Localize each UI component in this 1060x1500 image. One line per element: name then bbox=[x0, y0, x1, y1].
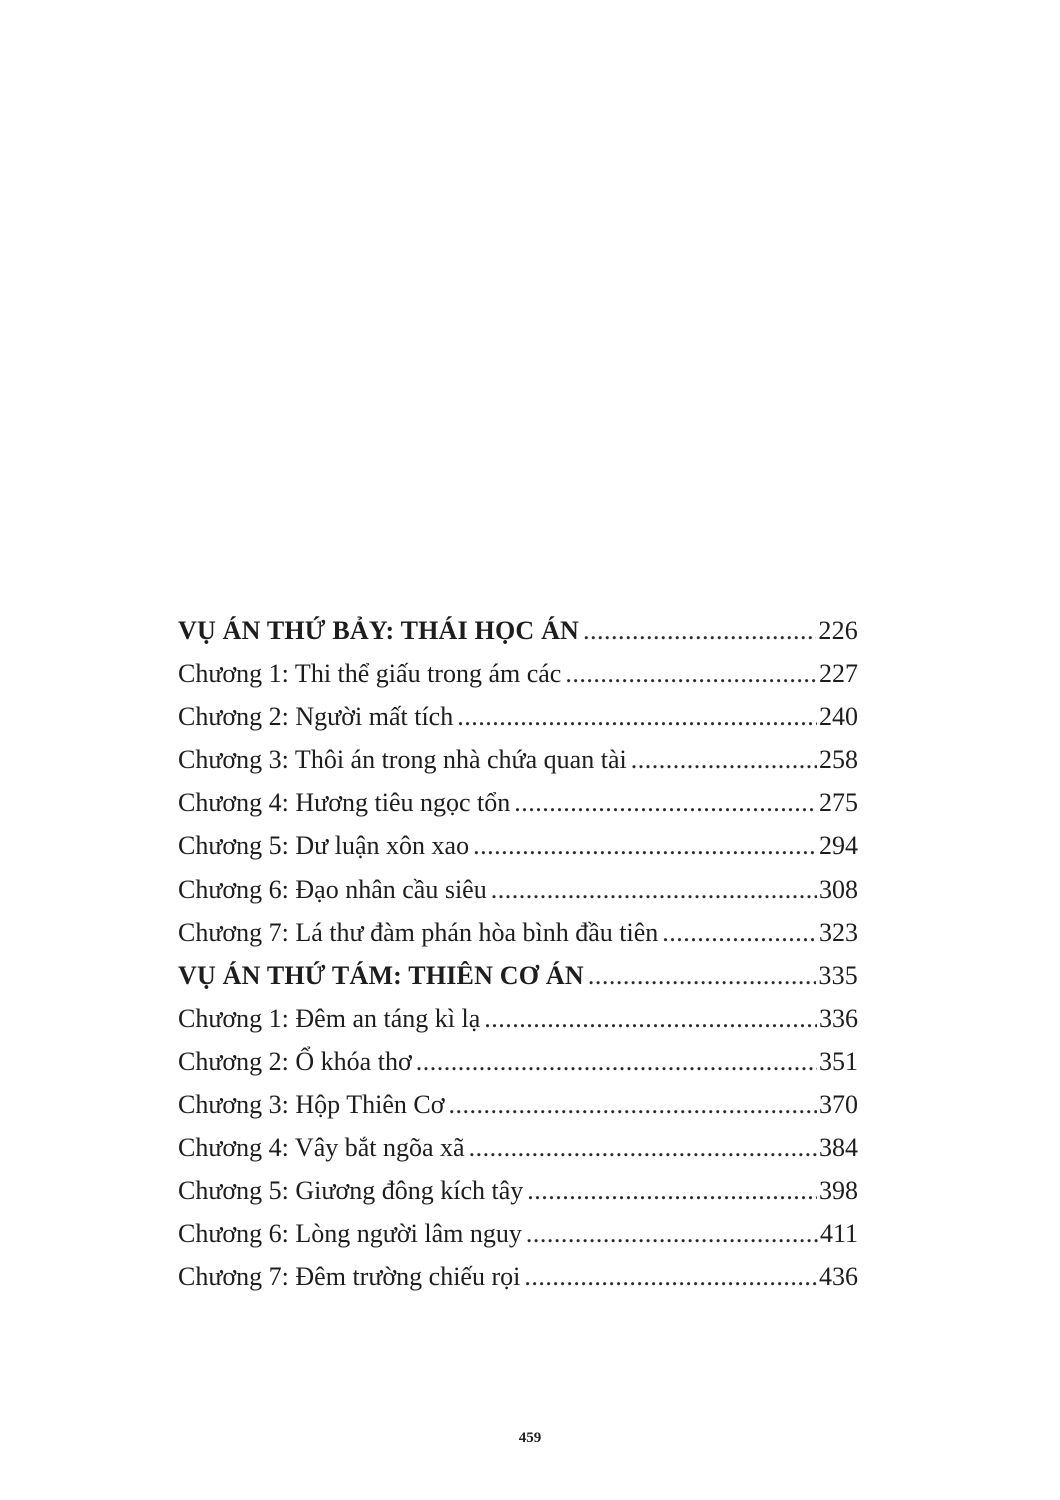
toc-entry-page: 226 bbox=[818, 616, 858, 645]
toc-entry-page: 351 bbox=[819, 1046, 858, 1076]
toc-entry-page: 308 bbox=[819, 874, 858, 904]
toc-leader-dots bbox=[416, 1040, 817, 1083]
toc-entry-title: Chương 3: Hộp Thiên Cơ bbox=[178, 1090, 445, 1120]
toc-chapter-entry bbox=[178, 1212, 858, 1255]
toc-leader-dots bbox=[491, 868, 817, 911]
toc-leader-dots bbox=[565, 652, 817, 695]
toc-entry-page: 436 bbox=[819, 1262, 858, 1292]
toc-entry-page: 275 bbox=[819, 788, 858, 818]
toc-entry-page: 336 bbox=[819, 1003, 858, 1033]
toc-leader-dots bbox=[514, 781, 817, 824]
toc-entry-title: Chương 5: Dư luận xôn xao bbox=[178, 831, 470, 861]
toc-leader-dots bbox=[473, 824, 817, 867]
toc-chapter-entry bbox=[178, 781, 858, 824]
toc-leader-dots bbox=[583, 609, 816, 652]
toc-chapter-entry bbox=[178, 1169, 858, 1212]
toc-chapter-entry bbox=[178, 1126, 858, 1169]
toc-chapter-entry bbox=[178, 738, 858, 781]
toc-chapter-entry bbox=[178, 824, 858, 867]
toc-entry-page: 398 bbox=[819, 1176, 858, 1206]
toc-entry-title: Chương 6: Lòng người lâm nguy bbox=[178, 1219, 522, 1249]
table-of-contents bbox=[178, 609, 858, 1299]
toc-chapter-entry bbox=[178, 1083, 858, 1126]
toc-entry-title: VỤ ÁN THỨ BẢY: THÁI HỌC ÁN bbox=[178, 616, 580, 645]
toc-leader-dots bbox=[527, 1169, 817, 1212]
toc-entry-page: 384 bbox=[819, 1133, 858, 1163]
toc-chapter-entry bbox=[178, 911, 858, 954]
toc-chapter-entry bbox=[178, 997, 858, 1040]
toc-entry-title: Chương 1: Đêm an táng kì lạ bbox=[178, 1003, 481, 1033]
toc-entry-page: 335 bbox=[818, 960, 858, 990]
toc-entry-title: Chương 7: Đêm trường chiếu rọi bbox=[178, 1262, 521, 1292]
toc-entry-title: Chương 2: Ổ khóa thơ bbox=[178, 1046, 412, 1076]
toc-leader-dots bbox=[631, 738, 817, 781]
page-number: 459 bbox=[518, 1430, 542, 1446]
toc-entry-page: 411 bbox=[819, 1219, 858, 1249]
toc-leader-dots bbox=[662, 911, 817, 954]
toc-entry-page: 227 bbox=[819, 659, 858, 689]
toc-entry-title: Chương 1: Thi thể giấu trong ám các bbox=[178, 659, 562, 689]
toc-entry-page: 323 bbox=[819, 917, 858, 947]
toc-leader-dots bbox=[469, 1126, 817, 1169]
toc-entry-title: Chương 2: Người mất tích bbox=[178, 702, 454, 732]
toc-entry-title: Chương 7: Lá thư đàm phán hòa bình đầu tiên bbox=[178, 917, 659, 947]
toc-leader-dots bbox=[448, 1083, 817, 1126]
toc-entry-title: Chương 5: Giương đông kích tây bbox=[178, 1176, 524, 1206]
toc-entry-page: 258 bbox=[819, 745, 858, 775]
toc-leader-dots bbox=[526, 1212, 818, 1255]
toc-entry-page: 370 bbox=[819, 1090, 858, 1120]
toc-entry-title: Chương 3: Thôi án trong nhà chứa quan tài bbox=[178, 745, 627, 775]
toc-section-entry bbox=[178, 609, 858, 652]
toc-entry-title: Chương 6: Đạo nhân cầu siêu bbox=[178, 874, 487, 904]
toc-section-entry bbox=[178, 954, 858, 997]
toc-chapter-entry bbox=[178, 652, 858, 695]
toc-entry-title: Chương 4: Vây bắt ngõa xã bbox=[178, 1133, 465, 1163]
toc-entry-title: VỤ ÁN THỨ TÁM: THIÊN CƠ ÁN bbox=[178, 960, 584, 990]
toc-entry-page: 294 bbox=[819, 831, 858, 861]
toc-leader-dots bbox=[457, 695, 817, 738]
toc-chapter-entry bbox=[178, 868, 858, 911]
toc-leader-dots bbox=[588, 954, 817, 997]
toc-chapter-entry bbox=[178, 1255, 858, 1298]
toc-entry-title: Chương 4: Hương tiêu ngọc tổn bbox=[178, 788, 511, 818]
toc-chapter-entry bbox=[178, 695, 858, 738]
toc-entry-page: 240 bbox=[819, 702, 858, 732]
toc-chapter-entry bbox=[178, 1040, 858, 1083]
toc-leader-dots bbox=[524, 1255, 817, 1298]
toc-leader-dots bbox=[484, 997, 817, 1040]
